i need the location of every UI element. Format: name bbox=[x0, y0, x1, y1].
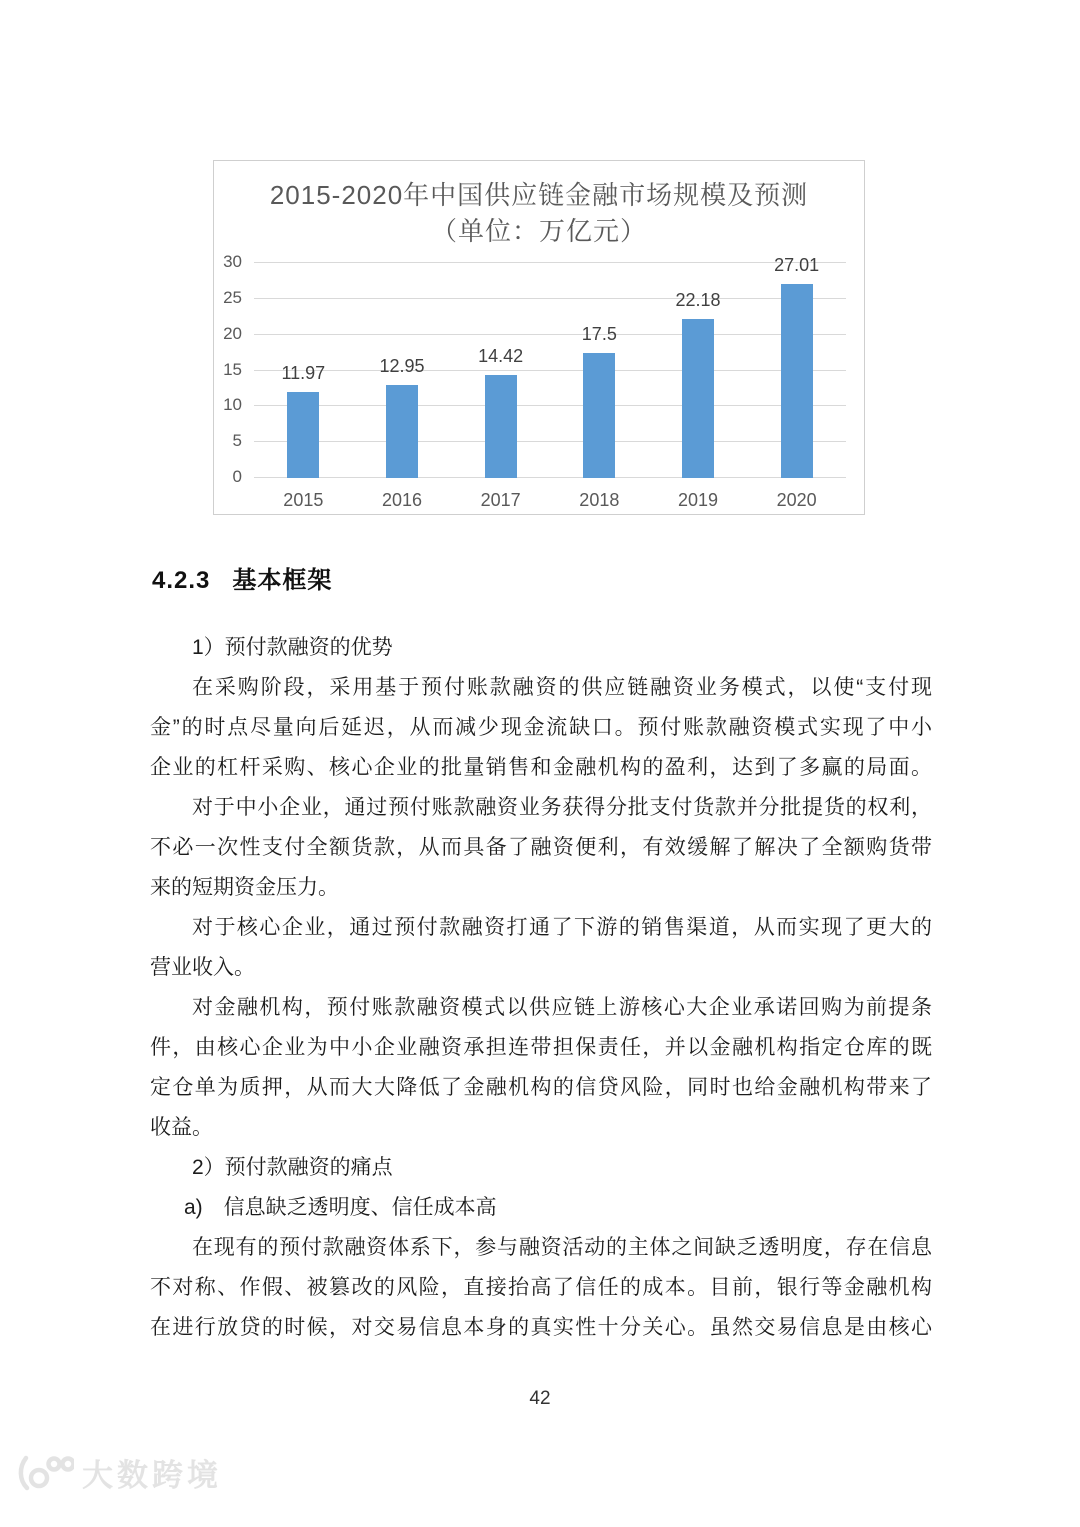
body-text-line: 营业收入。 bbox=[150, 956, 255, 979]
body-text-line: 2）预付款融资的痛点 bbox=[192, 1156, 393, 1179]
gridline bbox=[232, 467, 846, 486]
bar-value-label: 22.18 bbox=[675, 290, 721, 311]
bar-2017 bbox=[485, 375, 517, 478]
body-text-line: 在采购阶段，采用基于预付账款融资的供应链融资业务模式，以使“支付现 bbox=[192, 676, 932, 699]
x-axis-tick-label: 2016 bbox=[381, 490, 423, 510]
body-text-line: 在进行放贷的时候，对交易信息本身的真实性十分关心。虽然交易信息是由核心 bbox=[150, 1316, 932, 1339]
chart-plot bbox=[223, 252, 846, 510]
x-axis-tick-label: 2019 bbox=[677, 490, 719, 510]
body-text-line: 企业的杠杆采购、核心企业的批量销售和金融机构的盈利，达到了多赢的局面。 bbox=[150, 756, 932, 779]
body-text-line: 不对称、作假、被篡改的风险，直接抬高了信任的成本。目前，银行等金融机构 bbox=[150, 1276, 932, 1299]
body-text-line: 来的短期资金压力。 bbox=[150, 876, 339, 899]
y-axis-tick-label: 10 bbox=[223, 395, 242, 415]
gridline bbox=[232, 431, 846, 451]
watermark bbox=[14, 1450, 222, 1495]
y-axis-tick-label: 30 bbox=[223, 252, 242, 271]
watermark-text: 大数跨境 bbox=[82, 1458, 222, 1493]
bar-value-label: 14.42 bbox=[478, 345, 524, 366]
body-text-line: 在现有的预付款融资体系下，参与融资活动的主体之间缺乏透明度，存在信息 bbox=[192, 1236, 932, 1259]
section-title: 基本框架 bbox=[232, 567, 333, 594]
chart-figure bbox=[213, 160, 865, 515]
y-axis-tick-label: 5 bbox=[232, 431, 242, 451]
y-axis-tick-label: 0 bbox=[232, 467, 242, 486]
body-text-line: 不必一次性支付全额货款，从而具备了融资便利，有效缓解了解决了全额购货带 bbox=[150, 836, 932, 859]
page-number: 42 bbox=[529, 1388, 551, 1409]
bar-value-label: 27.01 bbox=[774, 255, 820, 276]
bar-2015 bbox=[287, 392, 319, 478]
body-text-line: 收益。 bbox=[150, 1116, 213, 1139]
body-text-line: 件，由核心企业为中小企业融资承担连带担保责任，并以金融机构指定仓库的既 bbox=[150, 1036, 932, 1059]
section-heading bbox=[152, 560, 332, 595]
bar-2016 bbox=[386, 385, 418, 478]
body-text-line: 定仓单为质押，从而大大降低了金融机构的信贷风险，同时也给金融机构带来了 bbox=[150, 1076, 932, 1099]
body-text-line: 金”的时点尽量向后延迟，从而减少现金流缺口。预付账款融资模式实现了中小 bbox=[150, 716, 932, 739]
body-text-line: 对金融机构，预付账款融资模式以供应链上游核心大企业承诺回购为前提条 bbox=[192, 996, 932, 1019]
bar-value-label: 12.95 bbox=[379, 356, 425, 377]
body-text bbox=[150, 628, 932, 1348]
x-axis-tick-label: 2015 bbox=[283, 490, 324, 510]
section-number: 4.2.3 bbox=[152, 567, 211, 594]
y-axis-tick-label: 15 bbox=[223, 359, 242, 379]
body-text-line: 1）预付款融资的优势 bbox=[192, 636, 393, 659]
y-axis-tick-label: 25 bbox=[223, 287, 242, 307]
chart-title bbox=[214, 177, 864, 249]
bar-2018 bbox=[583, 353, 615, 478]
body-text-line: 对于核心企业，通过预付款融资打通了下游的销售渠道，从而实现了更大的 bbox=[192, 916, 932, 939]
y-axis-tick-label: 20 bbox=[223, 323, 242, 343]
body-text-line: a) 信息缺乏透明度、信任成本高 bbox=[184, 1196, 497, 1219]
bar-value-label: 11.97 bbox=[281, 363, 326, 384]
gridline bbox=[223, 395, 846, 415]
x-axis-tick-label: 2018 bbox=[579, 490, 620, 510]
bar-value-label: 17.5 bbox=[581, 323, 617, 344]
x-axis-tick-label: 2020 bbox=[776, 490, 817, 510]
watermark-logo-icon bbox=[14, 1453, 74, 1493]
body-text-line: 对于中小企业，通过预付账款融资业务获得分批支付货款并分批提货的权利， bbox=[192, 796, 932, 819]
chart-title-line2: （单位：万亿元） bbox=[430, 216, 647, 246]
bar-2019 bbox=[682, 319, 714, 478]
x-axis-tick-label: 2017 bbox=[480, 490, 521, 510]
bar-2020 bbox=[781, 284, 813, 478]
chart-title-line1: 2015-2020年中国供应链金融市场规模及预测 bbox=[269, 180, 809, 210]
